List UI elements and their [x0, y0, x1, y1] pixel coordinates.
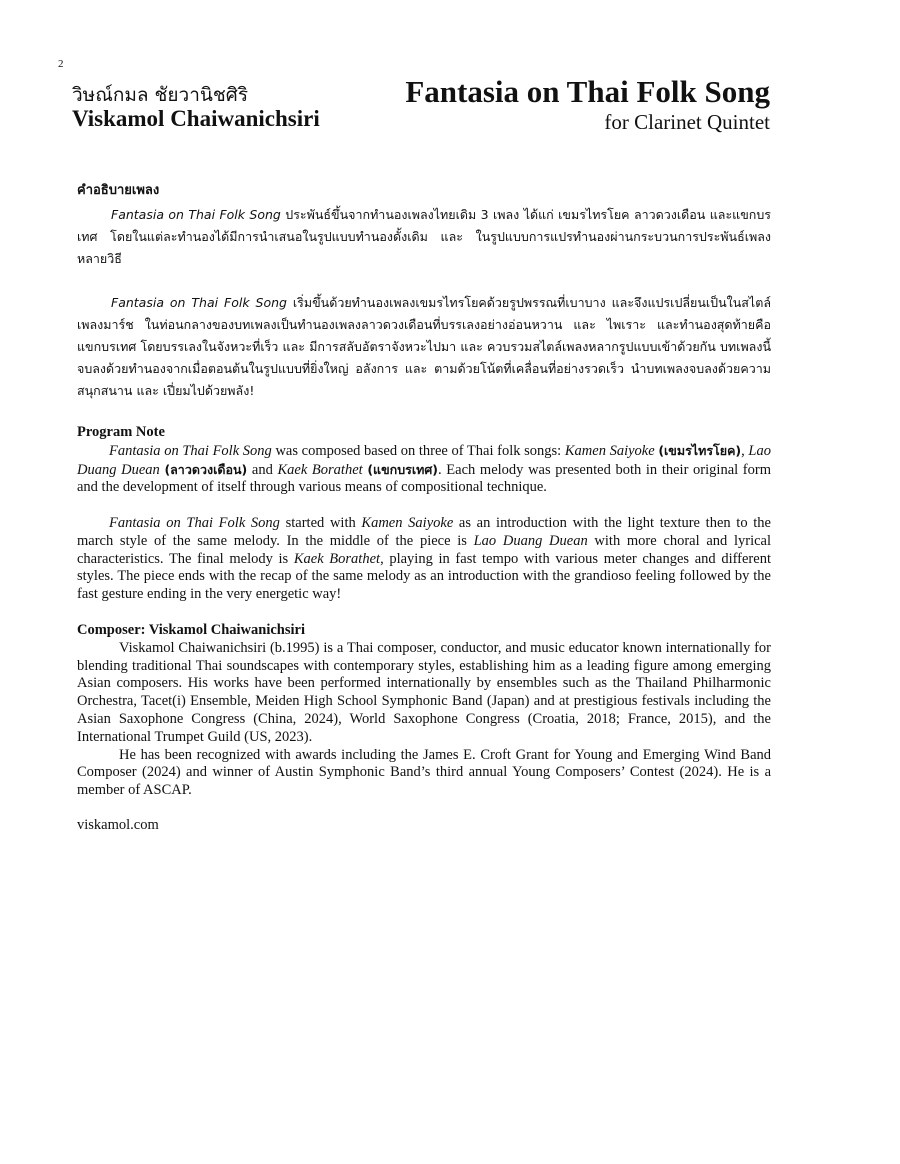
thai-p1-text: ประพันธ์ขึ้นจากทำนองเพลงไทยเดิม 3 เพลง ได้แก่ เขมรไทรโยค ลาวดวงเดือน และแขกบรเทศ โดยในแต่ละทำนองได้มีการนำเสนอในรูปแบบทำนองดั้งเดิม และ ในรูปแบบการแปรทำนองผ่านกระบวนการประพันธ์เพลงหลายวิธี	[77, 207, 771, 266]
pn-p1-song-1-thai: (เขมรไทรโยค)	[658, 442, 742, 458]
thai-section-heading: คำอธิบายเพลง	[77, 183, 160, 198]
pn-p1-song-3: Kaek Borathet	[277, 461, 363, 478]
pn-p2-text-3: with more choral and lyrical characteristics. The final melody is	[77, 532, 771, 567]
thai-p2-text: เริ่มขึ้นด้วยทำนองเพลงเขมรไทรโยคด้วยรูปพรรณที่เบาบาง และจึงแปรเปลี่ยนเป็นในสไตล์เพลงมาร์ช ในท่อนกลางของบทเพลงเป็นทำนองเพลงลาวดวงเดือนที่บรรเลงอย่างอ่อนหวาน และ ไพเราะ และทำนองสุดท้ายคือ แขกบรเทศ โดยบรรเลงในจังหวะที่เร็ว และ มีการสลับอัตราจังหวะไปมา และ ควบรวมสไตล์เพลงหลากรูปแบบเข้าด้วยกัน บทเพลงนี้จบลงด้วยทำนองจากเมื่อตอนต้นในรูปแบบที่ยิ่งใหญ่ อลังการ และ ตามด้วยโน้ตที่เคลื่อนที่อย่างรวดเร็ว นำบทเพลงจบลงด้วยความสนุกสนาน และ เปี่ยมไปด้วยพลัง!	[77, 295, 772, 398]
piece-title: Fantasia on Thai Folk Song	[405, 74, 770, 109]
pn-p2-title: Fantasia on Thai Folk Song	[109, 514, 280, 531]
pn-p1-song-2: Lao Duang Duean	[77, 442, 771, 478]
program-note-paragraph-1	[77, 442, 771, 497]
composer-bio-paragraph-2: He has been recognized with awards including the James E. Croft Grant for Young and Emerging Wind Band Composer (2024) and winner of Austin Symphonic Band’s third annual Young Composers’ Contest (2024). He is a member of ASCAP.	[77, 746, 771, 799]
pn-p1-song-3-thai: (แขกบรเทศ)	[367, 461, 439, 477]
thai-paragraph-2	[77, 292, 771, 402]
pn-p2-song-1: Kamen Saiyoke	[361, 514, 454, 531]
thai-p1-title: Fantasia on Thai Folk Song	[111, 207, 281, 222]
pn-p2-song-2: Lao Duang Duean	[473, 532, 588, 549]
program-note-paragraph-2	[77, 515, 771, 604]
pn-p2-song-3: Kaek Borathet	[293, 550, 381, 567]
pn-p1-text-1: was composed based on three of Thai folk songs:	[271, 442, 565, 459]
website-text: viskamol.com	[77, 816, 159, 833]
pn-p1-sep: ,	[741, 442, 749, 459]
composer-name-english: Viskamol Chaiwanichsiri	[72, 106, 320, 131]
pn-p1-title: Fantasia on Thai Folk Song	[109, 442, 272, 459]
thai-p2-title: Fantasia on Thai Folk Song	[111, 295, 287, 310]
pn-p2-text-2: as an introduction with the light texture then to the march style of the same melody. In the middle of the piece is	[77, 514, 771, 549]
composer-bio-section	[77, 622, 771, 835]
piece-subtitle: for Clarinet Quintet	[604, 110, 770, 134]
pn-p2-text-4: , playing in fast tempo with various meter changes and different styles. The piece ends with the recap of the same melody as an introduction with the grandioso feeling followed by the fast gesture ending in the very energetic way!	[77, 550, 771, 603]
program-note-section	[77, 424, 771, 604]
program-note-heading: Program Note	[77, 424, 165, 440]
page-number: 2	[58, 58, 64, 70]
composer-bio-heading: Composer: Viskamol Chaiwanichsiri	[77, 621, 305, 638]
pn-p1-song-2-thai: (ลาวดวงเดือน)	[164, 461, 248, 477]
pn-p2-text-1: started with	[279, 514, 362, 531]
pn-p1-song-1: Kamen Saiyoke	[564, 442, 655, 459]
composer-name-thai: วิษณ์กมล ชัยวานิชศิริ	[72, 84, 249, 106]
pn-p1-and: and	[247, 461, 278, 478]
thai-paragraph-1	[77, 204, 771, 270]
thai-description-section	[77, 180, 771, 402]
document-body	[77, 180, 771, 835]
composer-bio-paragraph-1: Viskamol Chaiwanichsiri (b.1995) is a Thai composer, conductor, and music educator known internationally for blending traditional Thai soundscapes with contemporary styles, establishing him as a leading figure among emerging Asian composers. His works have been performed internationally by ensembles such as the Thailand Philharmonic Orchestra, Tacet(i) Ensemble, Meiden High School Symphonic Band (Japan) and at prestigious festivals including the Asian Saxophone Congress (China, 2024), World Saxophone Congress (Croatia, 2018; France, 2015), and the International Trumpet Guild (US, 2023).	[77, 639, 771, 745]
pn-p1-text-2: . Each melody was presented both in their original form and the development of itself through various means of compositional technique.	[77, 461, 771, 496]
